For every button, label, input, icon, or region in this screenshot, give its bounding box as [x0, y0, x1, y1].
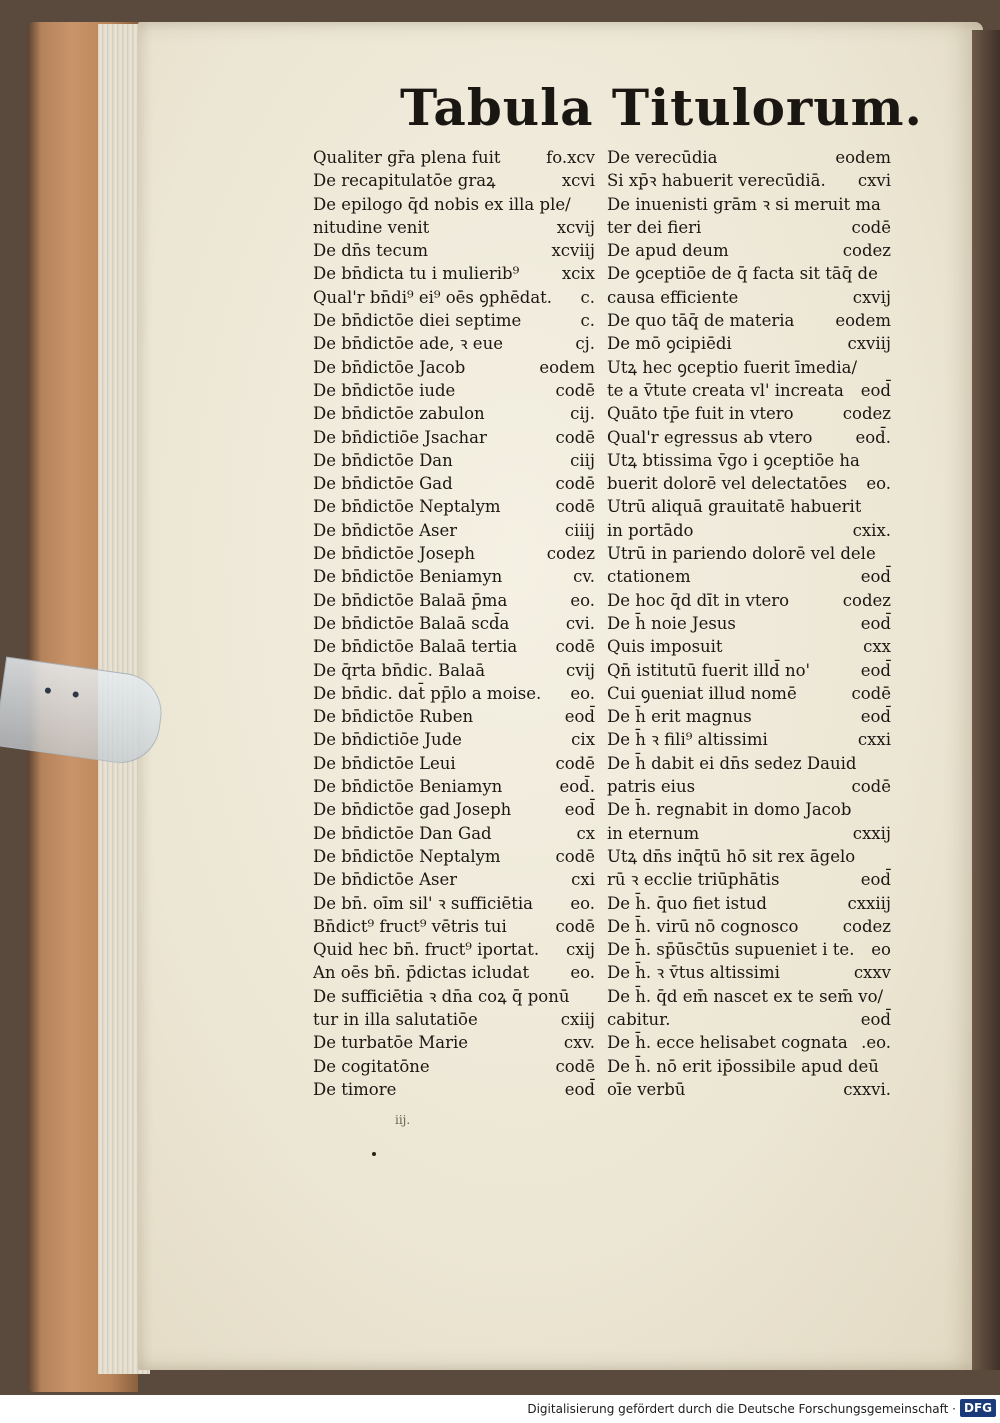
entry-title: De h̄. sp̄ūsc̄tūs supueniet i te. — [607, 940, 855, 960]
index-entry — [313, 379, 595, 402]
index-entry — [313, 985, 595, 1008]
entry-folio: fo.xcv — [546, 148, 595, 167]
index-entry — [607, 822, 891, 845]
entry-title: De h̄ dabit ei dn̄s sedez Dauid — [607, 753, 857, 773]
entry-title: De verecūdia — [607, 148, 718, 167]
entry-folio: cxx — [863, 637, 891, 657]
entry-title: rū ꝛ ecclie triūphātis — [607, 870, 780, 890]
entry-title: De bn̄dictōe Joseph — [313, 544, 476, 564]
entry-title: De h̄ ꝛ fili⁹ altissimi — [607, 730, 768, 750]
index-entry — [313, 659, 595, 682]
entry-title: tur in illa salutatiōe — [313, 1009, 478, 1029]
index-entry — [313, 938, 595, 961]
index-entry — [313, 845, 595, 868]
entry-folio: eod̄ — [860, 707, 891, 727]
entry-title: De bn̄dictōe iude — [313, 380, 456, 400]
holder-dot — [45, 687, 52, 694]
index-entry — [607, 705, 891, 728]
index-entry — [607, 542, 891, 565]
entry-title: De bn̄. oīm sil' ꝛ sufficiētia — [313, 893, 534, 913]
index-entry — [313, 1055, 595, 1078]
index-entry — [607, 635, 891, 658]
entry-title: De timore — [313, 1079, 397, 1099]
entry-folio: codē — [555, 1056, 595, 1076]
entry-folio: xcvij — [556, 217, 595, 237]
entry-title: De bn̄dictōe Gad — [313, 474, 453, 494]
entry-title: Quis imposuit — [607, 637, 723, 657]
index-entry — [313, 332, 595, 355]
entry-title: De bn̄dictōe Neptalym — [313, 497, 501, 517]
entry-folio: cxix. — [852, 520, 891, 540]
index-entry — [313, 868, 595, 891]
entry-folio: codē — [555, 916, 595, 936]
index-entry — [313, 635, 595, 658]
ink-dot — [372, 1152, 376, 1156]
entry-title: Utrū aliquā grauitatē habuerit — [607, 497, 862, 517]
index-entry — [607, 1008, 891, 1031]
entry-folio: codē — [555, 380, 595, 400]
entry-folio: eo. — [570, 963, 595, 983]
index-entry — [607, 519, 891, 542]
entry-title: Utrū in pariendo dolorē vel dele — [607, 544, 876, 564]
entry-title: De bn̄dictōe Beniamyn — [313, 777, 503, 797]
index-entry — [313, 752, 595, 775]
entry-folio: cxiij — [560, 1009, 595, 1029]
entry-title: De h̄. virū nō cognosco — [607, 916, 799, 936]
holder-dot — [72, 691, 79, 698]
entry-title: De turbatōe Marie — [313, 1033, 469, 1053]
index-entry — [313, 472, 595, 495]
index-entry — [313, 426, 595, 449]
entry-title: Qual'r bn̄di⁹ ei⁹ oēs ꝯphēdat. — [313, 287, 553, 307]
index-column-left — [313, 146, 595, 1101]
entry-folio: codē — [555, 846, 595, 866]
entry-folio: ciij — [570, 450, 595, 470]
index-entry — [313, 193, 595, 216]
entry-folio: eod̄ — [860, 567, 891, 587]
entry-title: De bn̄dictōe Ruben — [313, 707, 474, 727]
entry-title: De bn̄dictōe Balaā p̄ma — [313, 590, 508, 610]
entry-title: An oēs bn̄. p̄dictas icludat — [313, 963, 530, 983]
index-entry — [607, 868, 891, 891]
entry-folio: codē — [851, 217, 891, 237]
index-entry — [607, 239, 891, 262]
entry-title: nitudine venit — [313, 217, 430, 237]
page-title: Tabula Titulorum. — [400, 78, 923, 137]
entry-title: De bn̄dictōe Leui — [313, 753, 456, 773]
entry-title: buerit dolorē vel delectatōes — [607, 474, 848, 494]
entry-title: De bn̄dictōe Aser — [313, 520, 458, 540]
entry-folio: eo. — [866, 474, 891, 494]
index-entry — [313, 216, 595, 239]
index-entry — [607, 915, 891, 938]
index-column-right — [607, 146, 891, 1101]
entry-title: De dn̄s tecum — [313, 241, 429, 261]
entry-title: De inuenisti grām ꝛ si meruit ma — [607, 194, 881, 214]
index-entry — [607, 216, 891, 239]
entry-folio: codez — [842, 916, 891, 936]
entry-title: De bn̄dictōe Jacob — [313, 357, 466, 377]
index-entry — [313, 961, 595, 984]
entry-title: te a v̄tute creata vl' increata — [607, 380, 844, 400]
entry-title: Utꝝ btissima v̄go i ꝯceptiōe ha — [607, 450, 860, 470]
entry-title: De bn̄dictōe diei septime — [313, 311, 522, 331]
entry-folio: codez — [842, 404, 891, 424]
entry-title: De cogitatōne — [313, 1056, 430, 1076]
index-entry — [607, 565, 891, 588]
entry-folio: eo. — [570, 683, 595, 703]
entry-folio: eod̄ — [860, 1009, 891, 1029]
entry-title: Cui ꝯueniat illud nomē — [607, 683, 797, 703]
entry-folio: cxxi — [857, 730, 891, 750]
entry-title: Qn̄ istitutū fuerit illd̄ no' — [607, 660, 811, 680]
entry-title: De hoc q̄d dīt in vtero — [607, 590, 790, 610]
entry-folio: eodem — [539, 357, 595, 377]
index-entry — [313, 519, 595, 542]
index-entry — [313, 682, 595, 705]
entry-title: De quo tāq̄ de materia — [607, 311, 795, 331]
entry-folio: eod̄ — [860, 870, 891, 890]
entry-folio: eod̄ — [564, 800, 595, 820]
entry-folio: eo. — [570, 893, 595, 913]
entry-folio: codē — [851, 777, 891, 797]
index-entry — [313, 239, 595, 262]
index-entry — [313, 775, 595, 798]
entry-title: De bn̄dictōe Aser — [313, 870, 458, 890]
entry-folio: eod̄ — [564, 1079, 595, 1099]
entry-folio: codē — [555, 474, 595, 494]
entry-folio: ciiij — [564, 520, 595, 540]
index-entry — [607, 426, 891, 449]
entry-folio: c. — [580, 311, 595, 331]
entry-folio: codē — [555, 427, 595, 447]
footer-credit: Digitalisierung gefördert durch die Deutsche Forschungsgemeinschaft · — [527, 1402, 956, 1416]
entry-title: De bn̄dictiōe Jsachar — [313, 427, 487, 447]
index-entry — [313, 402, 595, 425]
entry-folio: cxvi — [857, 171, 891, 191]
entry-folio: codē — [555, 497, 595, 517]
dfg-logo: DFG — [960, 1399, 996, 1417]
entry-title: De apud deum — [607, 241, 729, 261]
index-entry — [607, 262, 891, 285]
entry-title: De bn̄dictiōe Jude — [313, 730, 462, 750]
entry-folio: eod̄ — [860, 660, 891, 680]
entry-title: in portādo — [607, 520, 694, 540]
entry-folio: eod̄. — [559, 777, 595, 797]
entry-folio: cv. — [573, 567, 595, 587]
index-entry — [607, 402, 891, 425]
index-entry — [607, 985, 891, 1008]
entry-folio: cxi — [571, 870, 595, 890]
entry-title: De bn̄dic. dat̄ pp̄lo a moise. — [313, 683, 542, 703]
entry-title: Quāto tp̄e fuit in vtero — [607, 404, 794, 424]
entry-folio: eod̄ — [860, 613, 891, 633]
index-entry — [607, 938, 891, 961]
index-entry — [313, 1031, 595, 1054]
index-entry — [313, 915, 595, 938]
entry-title: De h̄ noie Jesus — [607, 613, 736, 633]
entry-folio: c. — [580, 287, 595, 307]
entry-title: De bn̄dictōe Neptalym — [313, 846, 501, 866]
entry-folio: cix — [571, 730, 595, 750]
entry-folio: cxxiij — [847, 893, 891, 913]
index-entry — [313, 169, 595, 192]
index-entry — [313, 612, 595, 635]
entry-folio: cxij — [566, 940, 595, 960]
index-entry — [607, 612, 891, 635]
index-entry — [607, 1031, 891, 1054]
index-entry — [607, 775, 891, 798]
entry-folio: cx — [576, 823, 595, 843]
index-entry — [607, 1078, 891, 1101]
entry-folio: codez — [546, 544, 595, 564]
entry-title: De bn̄dictōe Beniamyn — [313, 567, 503, 587]
entry-title: De bn̄dictōe Balaā scd̄a — [313, 613, 510, 633]
index-entry — [313, 449, 595, 472]
index-entry — [313, 728, 595, 751]
entry-folio: cvij — [566, 660, 595, 680]
index-entry — [607, 589, 891, 612]
entry-folio: codez — [842, 241, 891, 261]
entry-title: De h̄. q̄d em̄ nascet ex te sem̄ vo/ — [607, 986, 884, 1006]
entry-folio: cj. — [575, 334, 595, 354]
entry-title: Qualiter gr̄a plena fuit — [313, 148, 501, 167]
index-entry — [313, 565, 595, 588]
entry-folio: eod̄ — [860, 380, 891, 400]
entry-title: De sufficiētia ꝛ dn̄a coꝝ q̄ ponū — [313, 986, 570, 1006]
entry-title: De bn̄dictōe gad Joseph — [313, 800, 512, 820]
entry-folio: cxv. — [563, 1033, 595, 1053]
entry-title: Qual'r egressus ab vtero — [607, 427, 813, 447]
entry-title: in eternum — [607, 823, 700, 843]
entry-title: De epilogo q̄d nobis ex illa ple/ — [313, 194, 571, 214]
entry-title: De bn̄dictōe Dan — [313, 450, 453, 470]
entry-title: ter dei fieri — [607, 217, 702, 237]
entry-title: De bn̄dictōe Dan Gad — [313, 823, 492, 843]
entry-folio: cxviij — [847, 334, 891, 354]
entry-title: De bn̄dicta tu i mulierib⁹ — [313, 264, 520, 284]
entry-folio: eodem — [835, 311, 891, 331]
index-entry — [313, 1008, 595, 1031]
entry-title: Si xp̄ꝛ habuerit verecūdiā. — [607, 171, 826, 191]
index-entry — [607, 728, 891, 751]
index-entry — [313, 495, 595, 518]
signature-mark: iij. — [395, 1113, 411, 1127]
entry-folio: codē — [851, 683, 891, 703]
index-entry — [313, 286, 595, 309]
index-entry — [607, 752, 891, 775]
index-entry — [313, 262, 595, 285]
entry-folio: cxvij — [852, 287, 891, 307]
entry-title: De mō ꝯcipiēdi — [607, 334, 732, 354]
index-entry — [607, 495, 891, 518]
index-entry — [607, 961, 891, 984]
index-entry — [313, 892, 595, 915]
index-entry — [313, 356, 595, 379]
entry-title: causa efficiente — [607, 287, 739, 307]
entry-folio: eod̄. — [855, 427, 891, 447]
entry-title: De h̄. ꝛ v̄tus altissimi — [607, 963, 780, 983]
index-entry — [607, 659, 891, 682]
entry-title: De bn̄dictōe ade, ꝛ eue — [313, 334, 503, 354]
index-entry — [607, 193, 891, 216]
index-entry — [607, 892, 891, 915]
index-entry — [607, 449, 891, 472]
entry-title: De ꝯceptiōe de q̄ facta sit tāq̄ de — [607, 264, 878, 284]
entry-folio: cij. — [570, 404, 595, 424]
index-entry — [313, 822, 595, 845]
entry-title: De recapitulatōe graꝝ — [313, 171, 496, 191]
index-entry — [313, 146, 595, 169]
index-entry — [313, 798, 595, 821]
entry-title: patris eius — [607, 777, 696, 797]
entry-folio: xcix — [561, 264, 595, 284]
facing-page-edge — [972, 30, 1000, 1370]
entry-folio: .eo. — [861, 1033, 891, 1053]
entry-folio: xcvi — [561, 171, 595, 191]
index-entry — [607, 1055, 891, 1078]
entry-title: oīe verbū — [607, 1079, 686, 1099]
entry-folio: codez — [842, 590, 891, 610]
index-entry — [607, 682, 891, 705]
index-entry — [607, 286, 891, 309]
entry-title: cabitur. — [607, 1009, 671, 1029]
index-entry — [607, 472, 891, 495]
index-entry — [607, 798, 891, 821]
entry-title: ctationem — [607, 567, 691, 587]
index-entry — [313, 589, 595, 612]
entry-title: De bn̄dictōe Balaā tertia — [313, 637, 518, 657]
entry-title: De bn̄dictōe zabulon — [313, 404, 485, 424]
entry-folio: cxxv — [853, 963, 891, 983]
entry-title: Quid hec bn̄. fruct⁹ iportat. — [313, 940, 540, 960]
entry-folio: eo. — [570, 590, 595, 610]
index-entry — [313, 1078, 595, 1101]
index-entry — [607, 332, 891, 355]
index-entry — [607, 146, 891, 169]
index-entry — [313, 309, 595, 332]
entry-folio: eod̄ — [564, 707, 595, 727]
index-entry — [607, 356, 891, 379]
entry-folio: codē — [555, 637, 595, 657]
entry-folio: cvi. — [565, 613, 595, 633]
entry-title: De q̄rta bn̄dic. Balaā — [313, 660, 486, 680]
entry-folio: cxxij — [852, 823, 891, 843]
index-entry — [607, 845, 891, 868]
entry-folio: eo — [871, 940, 891, 960]
entry-folio: xcviij — [551, 241, 595, 261]
entry-title: Utꝝ hec ꝯceptio fuerit īmedia/ — [607, 357, 857, 377]
entry-title: De h̄. q̄uo fiet istud — [607, 893, 767, 913]
entry-title: De h̄ erit magnus — [607, 707, 752, 727]
entry-title: De h̄. nō erit ip̄ossibile apud deū — [607, 1056, 879, 1076]
index-entry — [607, 169, 891, 192]
entry-title: De h̄. ecce helisabet cognata — [607, 1033, 848, 1053]
entry-folio: codē — [555, 753, 595, 773]
entry-title: Bn̄dict⁹ fruct⁹ vētris tui — [313, 916, 507, 936]
index-entry — [607, 379, 891, 402]
entry-title: De h̄. regnabit in domo Jacob — [607, 800, 852, 820]
entry-title: Utꝝ dn̄s inq̄tū hō sit rex āgelo — [607, 846, 856, 866]
index-entry — [607, 309, 891, 332]
entry-folio: cxxvi. — [843, 1079, 891, 1099]
index-entry — [313, 705, 595, 728]
index-entry — [313, 542, 595, 565]
entry-folio: eodem — [835, 148, 891, 167]
